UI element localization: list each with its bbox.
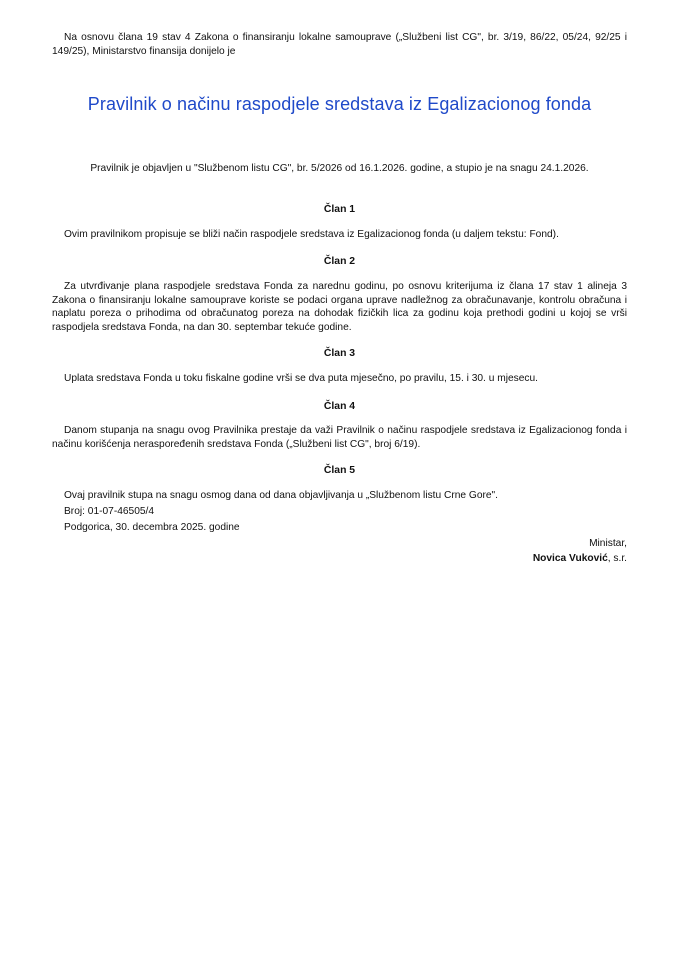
article-2-heading: Član 2 (323, 256, 356, 267)
article-4-heading: Član 4 (323, 401, 356, 412)
place-and-date: Podgorica, 30. decembra 2025. godine (64, 522, 240, 533)
signature-suffix: , s.r. (607, 553, 627, 564)
document-title: Pravilnik o načinu raspodjele sredstava iz Egalizacionog fonda (87, 94, 592, 114)
article-3-text: Uplata sredstava Fonda u toku fiskalne godine vrši se dva puta mjesečno, po pravilu, 15. i 30. u mjesecu. (64, 373, 538, 384)
publication-note: Pravilnik je objavljen u "Službenom listu CG", br. 5/2026 od 16.1.2026. godine, a stupio je na snagu 24.1.2026. (90, 163, 589, 174)
article-5-text: Ovaj pravilnik stupa na snagu osmog dana od dana objavljivanja u „Službenom listu Crne Gore". (64, 490, 499, 501)
preamble-text: Na osnovu člana 19 stav 4 Zakona o finansiranju lokalne samouprave („Službeni list CG", br. 3/19, 86/22, 05/24, 92/25 i 149/25), Ministarstvo finansija donijelo je (52, 32, 627, 57)
signature-role: Ministar, (589, 538, 627, 549)
signature-name: Novica Vuković (532, 553, 608, 564)
document-number: Broj: 01-07-46505/4 (64, 506, 155, 517)
article-1-heading: Član 1 (323, 204, 356, 215)
signature-block (533, 552, 627, 566)
article-2-text: Za utvrđivanje plana raspodjele sredstava Fonda za narednu godinu, po osnovu kriterijuma iz člana 17 stav 1 alineja 3 Zakona o finansiranju lokalne samouprave koriste se podaci organa uprave nadležnog za obračunavanje, kontrolu obračuna i naplatu poreza o prihodima od obračunatog poreza na dohodak fizičkih lica za godinu koja prethodi godini u kojoj se vrši raspodjela sredstava Fonda, na dan 30. septembar tekuće godine. (52, 281, 627, 333)
article-4-text: Danom stupanja na snagu ovog Pravilnika prestaje da važi Pravilnik o načinu raspodjele sredstava iz Egalizacionog fonda i načinu korišćenja neraspoređenih sredstava Fonda („Službeni list CG", broj 6/19). (52, 425, 627, 450)
article-3-heading: Član 3 (323, 348, 356, 359)
article-5-heading: Član 5 (323, 465, 356, 476)
article-1-text: Ovim pravilnikom propisuje se bliži način raspodjele sredstava iz Egalizacionog fonda (u daljem tekstu: Fond). (64, 229, 559, 240)
